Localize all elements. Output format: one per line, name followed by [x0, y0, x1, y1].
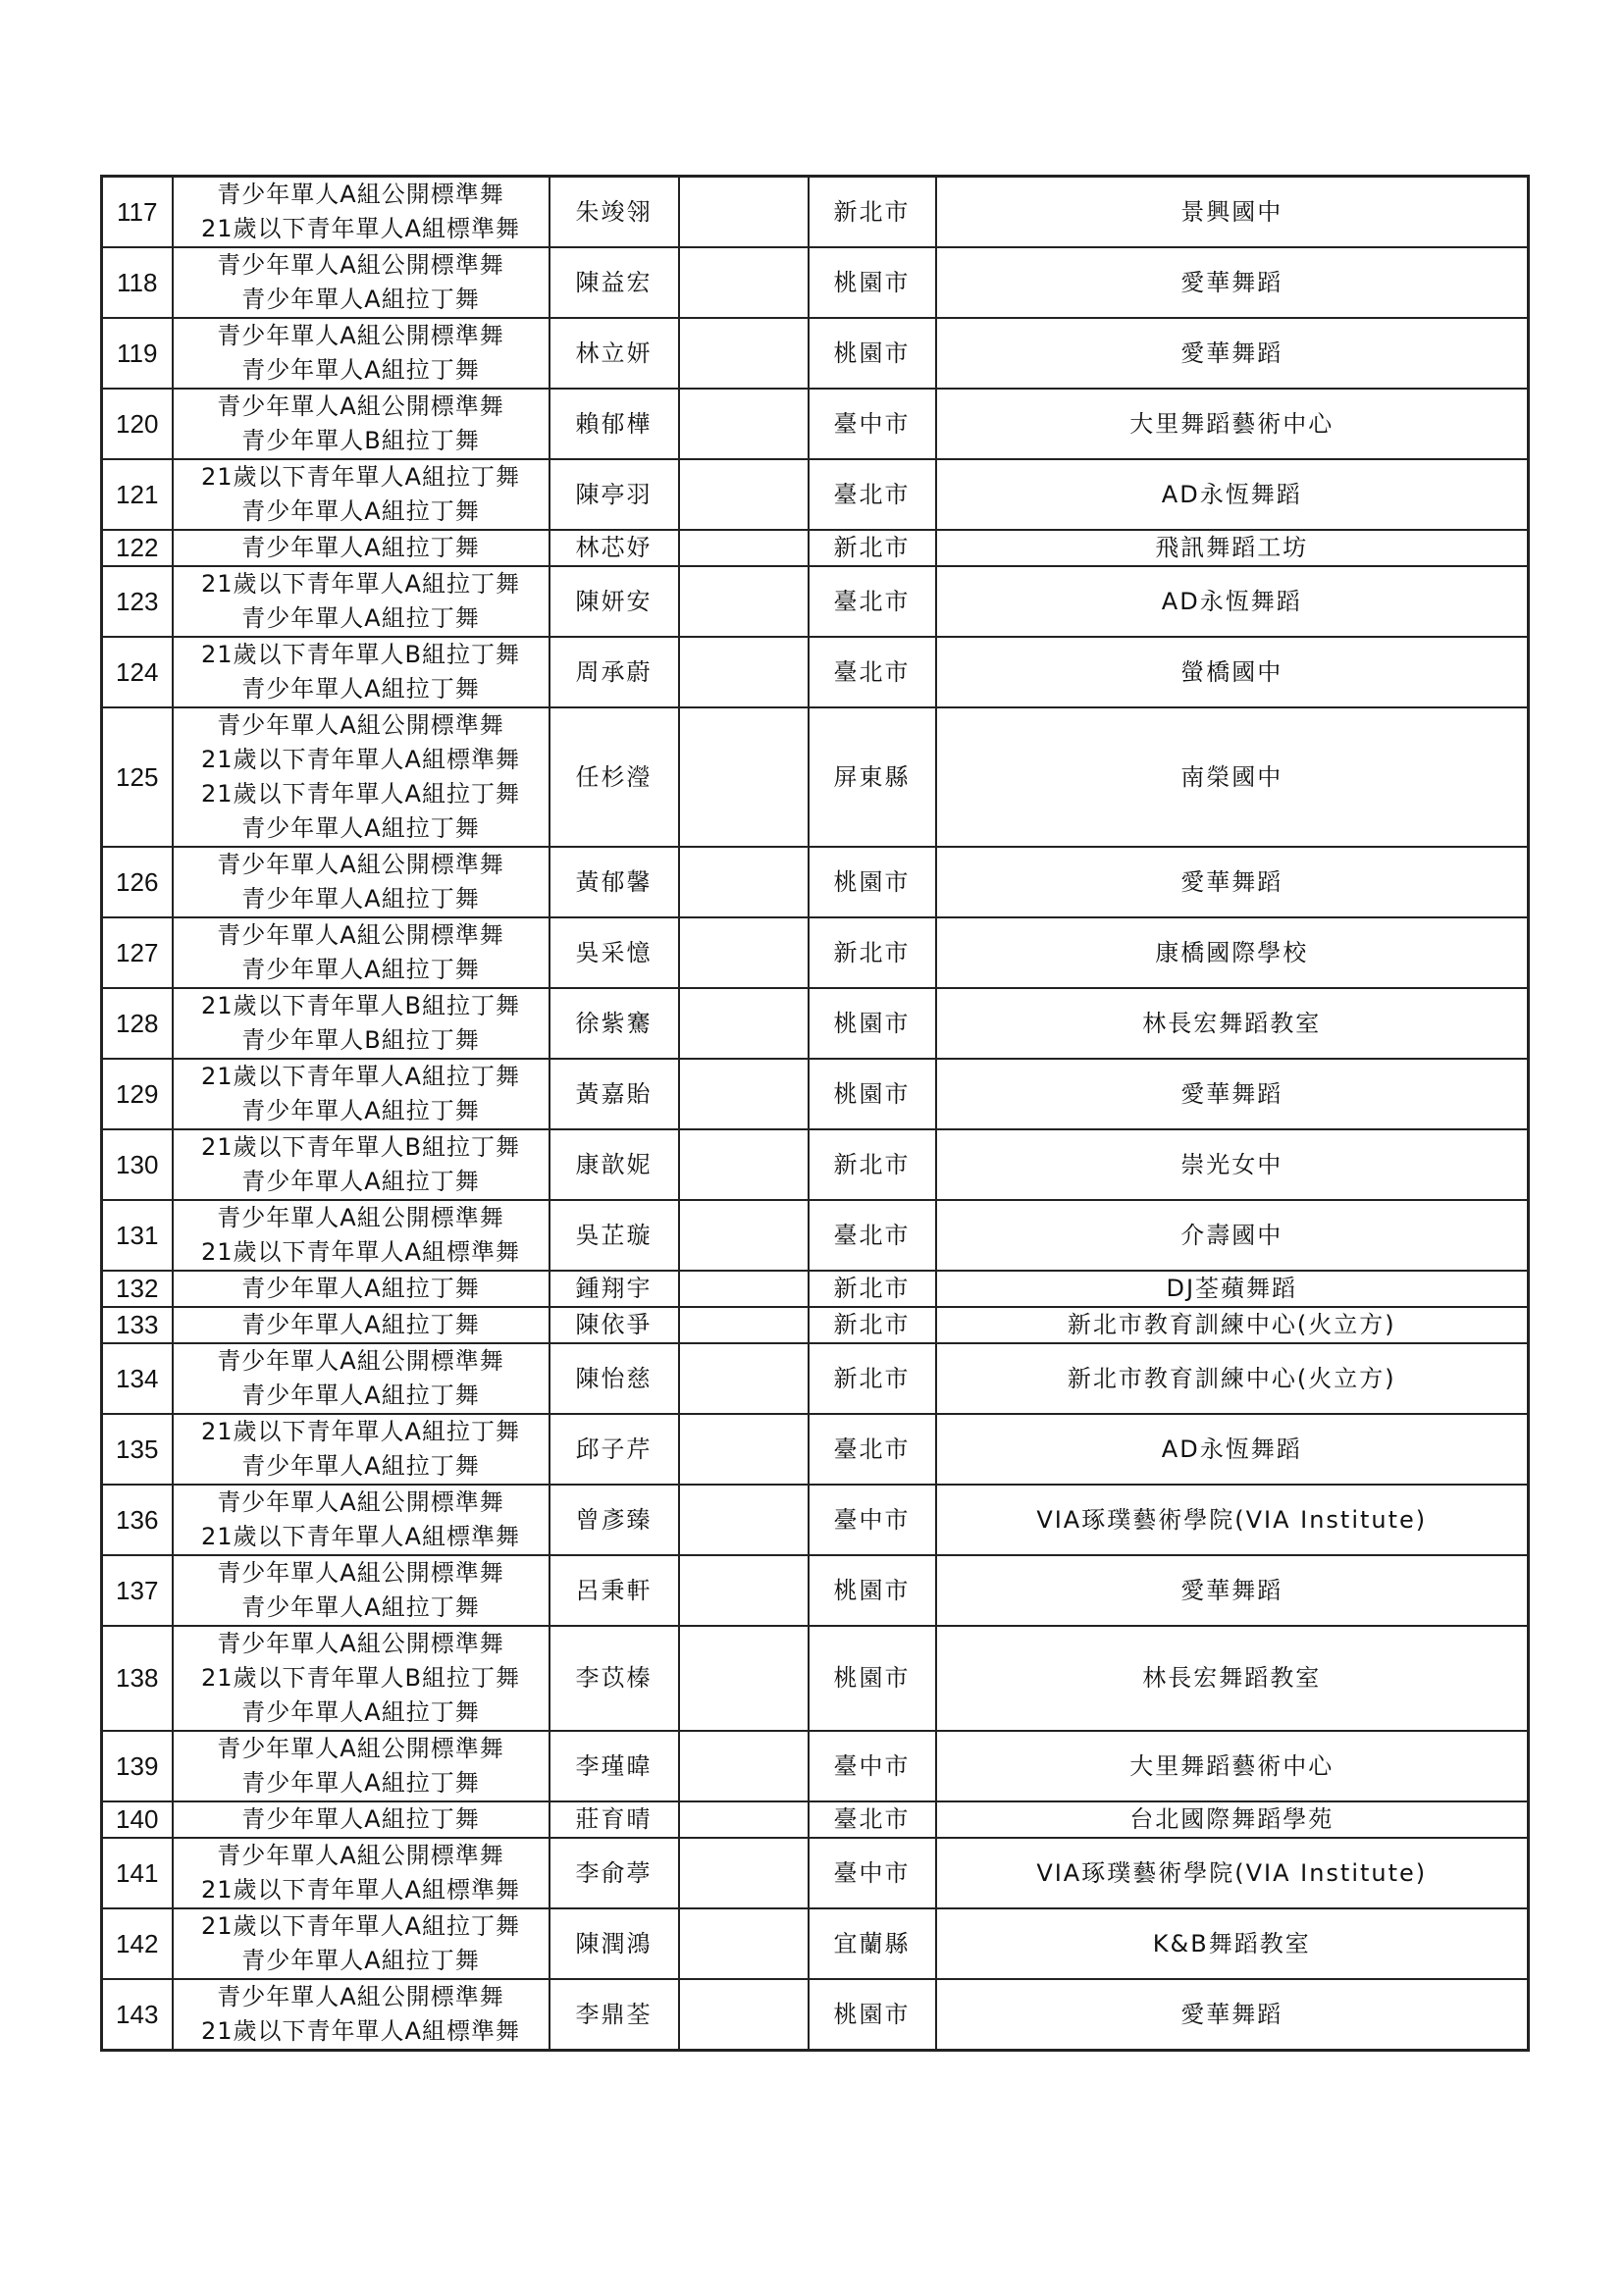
row-number: 129: [102, 1059, 173, 1129]
organization-cell: 螢橋國中: [936, 637, 1529, 707]
blank-cell: [679, 1731, 809, 1801]
table-row: [102, 177, 1529, 248]
event-line: 青少年單人A組公開標準舞: [217, 181, 504, 208]
row-number: 143: [102, 1979, 173, 2051]
blank-cell: [679, 1485, 809, 1555]
participant-name: 黃嘉貽: [550, 1059, 679, 1129]
organization-cell: 康橋國際學校: [936, 917, 1529, 988]
participant-name: 陳益宏: [550, 247, 679, 318]
row-number: 133: [102, 1307, 173, 1343]
city-cell: 臺中市: [809, 1731, 936, 1801]
event-line: 21歲以下青年單人B組拉丁舞: [200, 1133, 520, 1161]
table-row: [102, 247, 1529, 318]
event-line: 青少年單人A組公開標準舞: [217, 851, 504, 878]
blank-cell: [679, 530, 809, 566]
blank-cell: [679, 1271, 809, 1307]
row-number: 142: [102, 1908, 173, 1979]
event-line: 青少年單人A組拉丁舞: [241, 814, 480, 842]
participant-name: 徐紫騫: [550, 988, 679, 1059]
participant-name: 陳亭羽: [550, 459, 679, 530]
organization-cell: VIA琢璞藝術學院(VIA Institute): [936, 1838, 1529, 1908]
organization-cell: 崇光女中: [936, 1129, 1529, 1200]
event-line: 青少年單人A組拉丁舞: [241, 1947, 480, 1974]
event-cell: [173, 988, 550, 1059]
event-cell: [173, 1414, 550, 1485]
event-cell: [173, 1307, 550, 1343]
table-row: [102, 1271, 1529, 1307]
event-line: 青少年單人A組公開標準舞: [217, 1735, 504, 1762]
event-line: 青少年單人A組拉丁舞: [241, 1769, 480, 1797]
blank-cell: [679, 1343, 809, 1414]
event-cell: [173, 1731, 550, 1801]
participant-name: 陳怡慈: [550, 1343, 679, 1414]
table-row: [102, 530, 1529, 566]
participant-name: 賴郁樺: [550, 389, 679, 459]
table-row: [102, 318, 1529, 389]
row-number: 121: [102, 459, 173, 530]
event-cell: [173, 459, 550, 530]
organization-cell: 台北國際舞蹈學苑: [936, 1801, 1529, 1838]
table-row: [102, 459, 1529, 530]
event-line: 青少年單人A組拉丁舞: [241, 675, 480, 703]
event-line: 21歲以下青年單人A組標準舞: [201, 1238, 520, 1266]
event-line: 青少年單人A組公開標準舞: [217, 1488, 504, 1516]
city-cell: 桃園市: [809, 847, 936, 917]
city-cell: 桃園市: [809, 1059, 936, 1129]
event-line: 21歲以下青年單人A組拉丁舞: [201, 1063, 520, 1090]
table-row: [102, 1414, 1529, 1485]
participant-name: 曾彥臻: [550, 1485, 679, 1555]
city-cell: 新北市: [809, 917, 936, 988]
event-line: 青少年單人A組拉丁舞: [241, 1311, 480, 1338]
table-row: [102, 1838, 1529, 1908]
event-cell: [173, 847, 550, 917]
row-number: 132: [102, 1271, 173, 1307]
event-line: 21歲以下青年單人A組標準舞: [201, 2017, 520, 2045]
blank-cell: [679, 389, 809, 459]
table-row: [102, 917, 1529, 988]
blank-cell: [679, 1555, 809, 1626]
blank-cell: [679, 1626, 809, 1731]
organization-cell: 大里舞蹈藝術中心: [936, 389, 1529, 459]
participant-name: 李苡榛: [550, 1626, 679, 1731]
event-line: 青少年單人A組拉丁舞: [241, 885, 480, 913]
event-cell: [173, 707, 550, 847]
row-number: 137: [102, 1555, 173, 1626]
table-row: [102, 1200, 1529, 1271]
row-number: 122: [102, 530, 173, 566]
blank-cell: [679, 1414, 809, 1485]
blank-cell: [679, 566, 809, 637]
event-line: 青少年單人B組拉丁舞: [241, 1026, 480, 1054]
city-cell: 臺北市: [809, 1200, 936, 1271]
city-cell: 新北市: [809, 1343, 936, 1414]
city-cell: 桃園市: [809, 247, 936, 318]
event-cell: [173, 1555, 550, 1626]
participant-name: 李俞葶: [550, 1838, 679, 1908]
blank-cell: [679, 707, 809, 847]
event-line: 21歲以下青年單人A組拉丁舞: [201, 1912, 520, 1940]
event-line: 青少年單人A組拉丁舞: [241, 356, 480, 384]
row-number: 138: [102, 1626, 173, 1731]
blank-cell: [679, 847, 809, 917]
event-line: 青少年單人A組拉丁舞: [241, 1275, 480, 1302]
organization-cell: 新北市教育訓練中心(火立方): [936, 1343, 1529, 1414]
table-row: [102, 1626, 1529, 1731]
row-number: 141: [102, 1838, 173, 1908]
event-line: 21歲以下青年單人B組拉丁舞: [200, 1664, 520, 1692]
event-line: 青少年單人A組拉丁舞: [241, 1698, 480, 1726]
event-line: 青少年單人A組拉丁舞: [241, 1168, 480, 1195]
organization-cell: 飛訊舞蹈工坊: [936, 530, 1529, 566]
city-cell: 臺中市: [809, 1485, 936, 1555]
table-row: [102, 1731, 1529, 1801]
event-cell: [173, 1626, 550, 1731]
table-row: [102, 1485, 1529, 1555]
city-cell: 新北市: [809, 1271, 936, 1307]
row-number: 120: [102, 389, 173, 459]
participant-name: 李鼎荃: [550, 1979, 679, 2051]
blank-cell: [679, 459, 809, 530]
table-body: [102, 177, 1529, 2051]
table-row: [102, 988, 1529, 1059]
event-line: 21歲以下青年單人A組拉丁舞: [201, 463, 520, 491]
organization-cell: 愛華舞蹈: [936, 1059, 1529, 1129]
event-cell: [173, 318, 550, 389]
event-line: 青少年單人A組拉丁舞: [241, 1805, 480, 1833]
blank-cell: [679, 637, 809, 707]
blank-cell: [679, 1979, 809, 2051]
row-number: 139: [102, 1731, 173, 1801]
event-cell: [173, 1129, 550, 1200]
participant-name: 林芯妤: [550, 530, 679, 566]
blank-cell: [679, 318, 809, 389]
event-cell: [173, 1343, 550, 1414]
event-line: 青少年單人A組公開標準舞: [217, 1983, 504, 2010]
participant-name: 任杉瀅: [550, 707, 679, 847]
organization-cell: 大里舞蹈藝術中心: [936, 1731, 1529, 1801]
organization-cell: 愛華舞蹈: [936, 318, 1529, 389]
city-cell: 臺中市: [809, 1838, 936, 1908]
city-cell: 新北市: [809, 177, 936, 248]
city-cell: 桃園市: [809, 1626, 936, 1731]
event-line: 青少年單人B組拉丁舞: [241, 427, 480, 454]
table-row: [102, 1555, 1529, 1626]
event-line: 青少年單人A組拉丁舞: [241, 534, 480, 561]
row-number: 127: [102, 917, 173, 988]
event-line: 青少年單人A組公開標準舞: [217, 1347, 504, 1375]
organization-cell: 景興國中: [936, 177, 1529, 248]
city-cell: 桃園市: [809, 1555, 936, 1626]
event-line: 青少年單人A組拉丁舞: [241, 1452, 480, 1480]
event-line: 青少年單人A組公開標準舞: [217, 1204, 504, 1231]
event-line: 青少年單人A組拉丁舞: [241, 1593, 480, 1621]
row-number: 128: [102, 988, 173, 1059]
participant-name: 邱子芹: [550, 1414, 679, 1485]
city-cell: 屏東縣: [809, 707, 936, 847]
event-cell: [173, 1200, 550, 1271]
row-number: 126: [102, 847, 173, 917]
event-line: 青少年單人A組公開標準舞: [217, 1842, 504, 1869]
organization-cell: 南榮國中: [936, 707, 1529, 847]
organization-cell: 新北市教育訓練中心(火立方): [936, 1307, 1529, 1343]
event-line: 21歲以下青年單人B組拉丁舞: [200, 992, 520, 1019]
event-line: 青少年單人A組公開標準舞: [217, 322, 504, 349]
participant-name: 吳芷璇: [550, 1200, 679, 1271]
event-line: 青少年單人A組拉丁舞: [241, 1097, 480, 1124]
row-number: 134: [102, 1343, 173, 1414]
city-cell: 桃園市: [809, 318, 936, 389]
event-line: 青少年單人A組公開標準舞: [217, 1630, 504, 1657]
table-row: [102, 389, 1529, 459]
participant-name: 朱竣翎: [550, 177, 679, 248]
participant-name: 李瑾暐: [550, 1731, 679, 1801]
organization-cell: 愛華舞蹈: [936, 1555, 1529, 1626]
row-number: 117: [102, 177, 173, 248]
table-row: [102, 1979, 1529, 2051]
row-number: 118: [102, 247, 173, 318]
city-cell: 臺北市: [809, 566, 936, 637]
event-cell: [173, 1271, 550, 1307]
organization-cell: 愛華舞蹈: [936, 247, 1529, 318]
table-row: [102, 1307, 1529, 1343]
city-cell: 臺北市: [809, 459, 936, 530]
event-line: 青少年單人A組拉丁舞: [241, 956, 480, 983]
organization-cell: AD永恆舞蹈: [936, 459, 1529, 530]
table-row: [102, 1908, 1529, 1979]
blank-cell: [679, 247, 809, 318]
event-cell: [173, 1838, 550, 1908]
participant-name: 陳妍安: [550, 566, 679, 637]
event-cell: [173, 530, 550, 566]
city-cell: 臺北市: [809, 637, 936, 707]
event-line: 青少年單人A組拉丁舞: [241, 1382, 480, 1409]
city-cell: 臺北市: [809, 1414, 936, 1485]
table-row: [102, 707, 1529, 847]
table-row: [102, 1059, 1529, 1129]
event-line: 青少年單人A組公開標準舞: [217, 1559, 504, 1587]
organization-cell: 愛華舞蹈: [936, 847, 1529, 917]
event-line: 青少年單人A組公開標準舞: [217, 392, 504, 420]
row-number: 125: [102, 707, 173, 847]
organization-cell: VIA琢璞藝術學院(VIA Institute): [936, 1485, 1529, 1555]
event-line: 青少年單人A組公開標準舞: [217, 921, 504, 949]
participant-name: 莊育晴: [550, 1801, 679, 1838]
blank-cell: [679, 1200, 809, 1271]
event-line: 21歲以下青年單人B組拉丁舞: [200, 641, 520, 668]
participant-name: 吳采憶: [550, 917, 679, 988]
row-number: 136: [102, 1485, 173, 1555]
participant-name: 林立妍: [550, 318, 679, 389]
row-number: 119: [102, 318, 173, 389]
table-row: [102, 1801, 1529, 1838]
blank-cell: [679, 1838, 809, 1908]
blank-cell: [679, 1801, 809, 1838]
event-cell: [173, 1979, 550, 2051]
organization-cell: 愛華舞蹈: [936, 1979, 1529, 2051]
event-line: 青少年單人A組拉丁舞: [241, 497, 480, 525]
city-cell: 桃園市: [809, 1979, 936, 2051]
event-line: 青少年單人A組拉丁舞: [241, 286, 480, 313]
row-number: 131: [102, 1200, 173, 1271]
table-row: [102, 847, 1529, 917]
table-row: [102, 1129, 1529, 1200]
event-line: 21歲以下青年單人A組拉丁舞: [201, 780, 520, 808]
row-number: 124: [102, 637, 173, 707]
participant-name: 呂秉軒: [550, 1555, 679, 1626]
city-cell: 宜蘭縣: [809, 1908, 936, 1979]
organization-cell: K&B舞蹈教室: [936, 1908, 1529, 1979]
event-line: 21歲以下青年單人A組拉丁舞: [201, 1418, 520, 1445]
blank-cell: [679, 917, 809, 988]
organization-cell: AD永恆舞蹈: [936, 566, 1529, 637]
registration-sheet: [100, 175, 1527, 2052]
organization-cell: 林長宏舞蹈教室: [936, 1626, 1529, 1731]
event-line: 21歲以下青年單人A組標準舞: [201, 215, 520, 242]
blank-cell: [679, 177, 809, 248]
table-row: [102, 566, 1529, 637]
row-number: 130: [102, 1129, 173, 1200]
blank-cell: [679, 1129, 809, 1200]
event-line: 青少年單人A組公開標準舞: [217, 711, 504, 739]
event-cell: [173, 917, 550, 988]
participant-name: 鍾翔宇: [550, 1271, 679, 1307]
city-cell: 桃園市: [809, 988, 936, 1059]
event-line: 青少年單人A組拉丁舞: [241, 604, 480, 632]
event-cell: [173, 177, 550, 248]
organization-cell: AD永恆舞蹈: [936, 1414, 1529, 1485]
participant-name: 周承蔚: [550, 637, 679, 707]
city-cell: 新北市: [809, 530, 936, 566]
city-cell: 新北市: [809, 1129, 936, 1200]
event-line: 21歲以下青年單人A組拉丁舞: [201, 570, 520, 598]
event-line: 21歲以下青年單人A組標準舞: [201, 746, 520, 773]
event-cell: [173, 1908, 550, 1979]
row-number: 123: [102, 566, 173, 637]
event-cell: [173, 1485, 550, 1555]
organization-cell: DJ荃蘋舞蹈: [936, 1271, 1529, 1307]
event-line: 21歲以下青年單人A組標準舞: [201, 1523, 520, 1550]
participant-name: 黃郁馨: [550, 847, 679, 917]
row-number: 135: [102, 1414, 173, 1485]
city-cell: 臺北市: [809, 1801, 936, 1838]
event-line: 青少年單人A組公開標準舞: [217, 251, 504, 279]
city-cell: 臺中市: [809, 389, 936, 459]
row-number: 140: [102, 1801, 173, 1838]
organization-cell: 林長宏舞蹈教室: [936, 988, 1529, 1059]
blank-cell: [679, 988, 809, 1059]
event-cell: [173, 637, 550, 707]
event-cell: [173, 1801, 550, 1838]
participant-name: 陳潤鴻: [550, 1908, 679, 1979]
table-row: [102, 1343, 1529, 1414]
event-line: 21歲以下青年單人A組標準舞: [201, 1876, 520, 1904]
registration-table: [100, 175, 1530, 2052]
city-cell: 新北市: [809, 1307, 936, 1343]
organization-cell: 介壽國中: [936, 1200, 1529, 1271]
blank-cell: [679, 1908, 809, 1979]
event-cell: [173, 1059, 550, 1129]
blank-cell: [679, 1307, 809, 1343]
participant-name: 陳依爭: [550, 1307, 679, 1343]
participant-name: 康歆妮: [550, 1129, 679, 1200]
event-cell: [173, 247, 550, 318]
event-cell: [173, 389, 550, 459]
event-cell: [173, 566, 550, 637]
blank-cell: [679, 1059, 809, 1129]
table-row: [102, 637, 1529, 707]
